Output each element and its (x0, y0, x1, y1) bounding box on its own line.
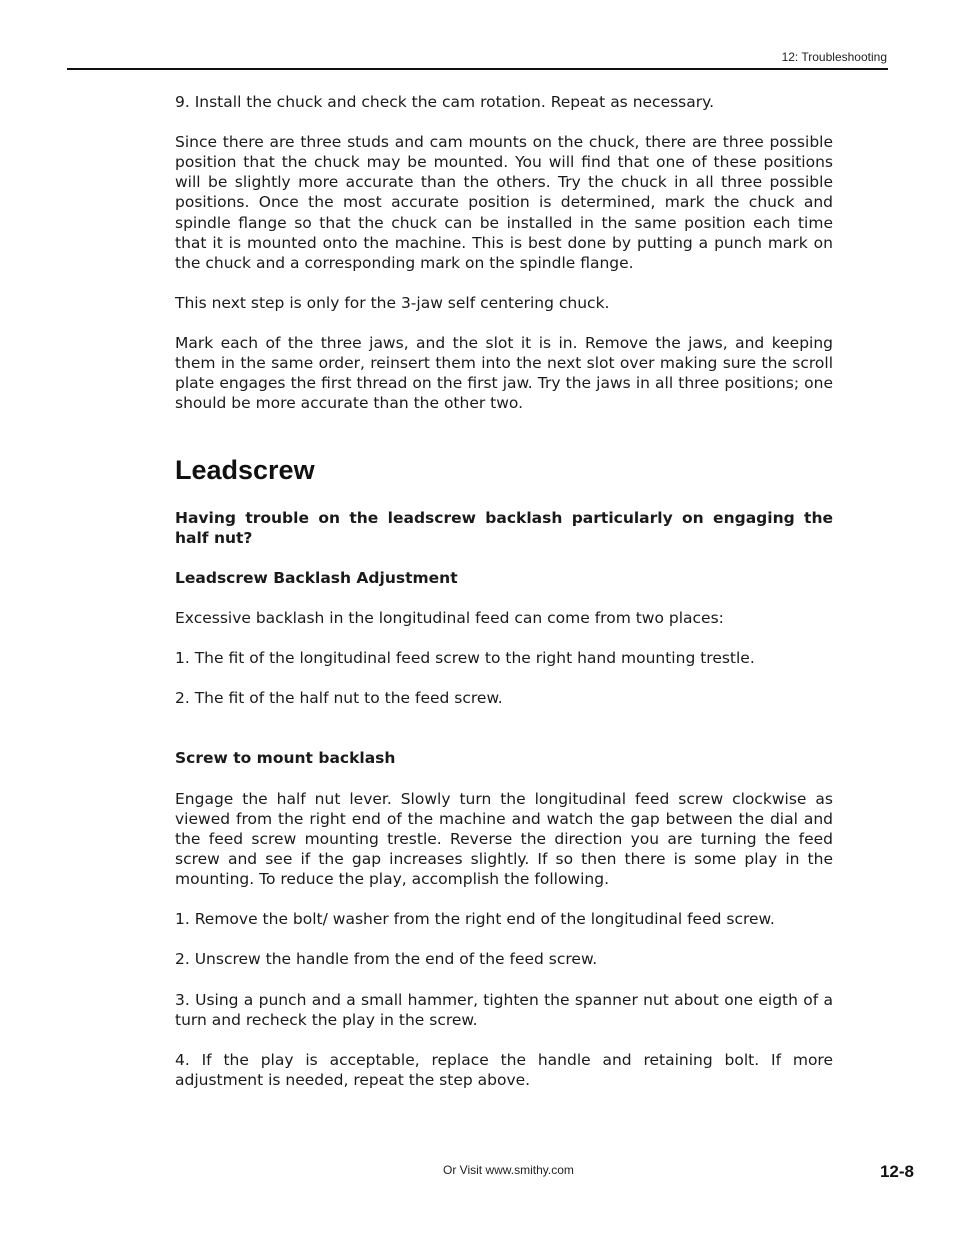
jaws-paragraph: Mark each of the three jaws, and the slot it is in. Remove the jaws, and keeping them in the same order, reinsert them into the next slot over making sure the scroll plate engages the first thread on the first jaw. Try the jaws in all three positions; one should be more accurate than the other two. (175, 334, 833, 413)
page-body (175, 92, 833, 1110)
three-jaw-note: This next step is only for the 3-jaw self centering chuck. (175, 293, 610, 312)
leadscrew-question: Having trouble on the leadscrew backlash particularly on engaging the half nut? (175, 508, 833, 547)
backlash-adjustment-heading: Leadscrew Backlash Adjustment (175, 568, 458, 587)
page-number: 12-8 (879, 1162, 914, 1181)
step-9-paragraph: 9. Install the chuck and check the cam rotation. Repeat as necessary. (175, 93, 715, 111)
backlash-sources-paragraph: Excessive backlash in the longitudinal feed can come from two places: (175, 608, 724, 627)
running-header: 12: Troubleshooting (781, 50, 887, 64)
procedure-step-3: 3. Using a punch and a small hammer, tighten the spanner nut about one eigth of a turn and recheck the play in the screw. (175, 990, 833, 1029)
footer-website-text: Or Visit www.smithy.com (443, 1163, 574, 1177)
header-divider (67, 68, 888, 70)
backlash-source-1: 1. The fit of the longitudinal feed screw to the right hand mounting trestle. (175, 649, 755, 668)
screw-mount-heading: Screw to mount backlash (175, 749, 396, 768)
engage-paragraph: Engage the half nut lever. Slowly turn the longitudinal feed screw clockwise as viewed from the right end of the machine and watch the gap between the dial and the feed screw mounting trestle. Reverse the direction you are turning the feed screw and see if the gap increases slightly. If so then there is some play in the mounting. To reduce the play, accomplish the following. (175, 789, 833, 888)
procedure-step-1: 1. Remove the bolt/ washer from the right end of the longitudinal feed screw. (175, 910, 775, 929)
procedure-step-2: 2. Unscrew the handle from the end of the feed screw. (175, 950, 598, 969)
backlash-source-2: 2. The fit of the half nut to the feed screw. (175, 689, 503, 708)
chuck-positions-paragraph: Since there are three studs and cam mounts on the chuck, there are three possible position that the chuck may be mounted. You will find that one of these positions will be slightly more accurate than the others. Try the chuck in all three possible positions. Once the most accurate position is determined, mark the chuck and spindle flange so that the chuck can be installed in the same position each time that it is mounted onto the machine. This is best done by putting a punch mark on the chuck and a corresponding mark on the spindle flange. (175, 133, 833, 272)
procedure-step-4: 4. If the play is acceptable, replace the handle and retaining bolt. If more adjustment is needed, repeat the step above. (175, 1050, 833, 1089)
section-title-leadscrew: Leadscrew (175, 454, 315, 485)
